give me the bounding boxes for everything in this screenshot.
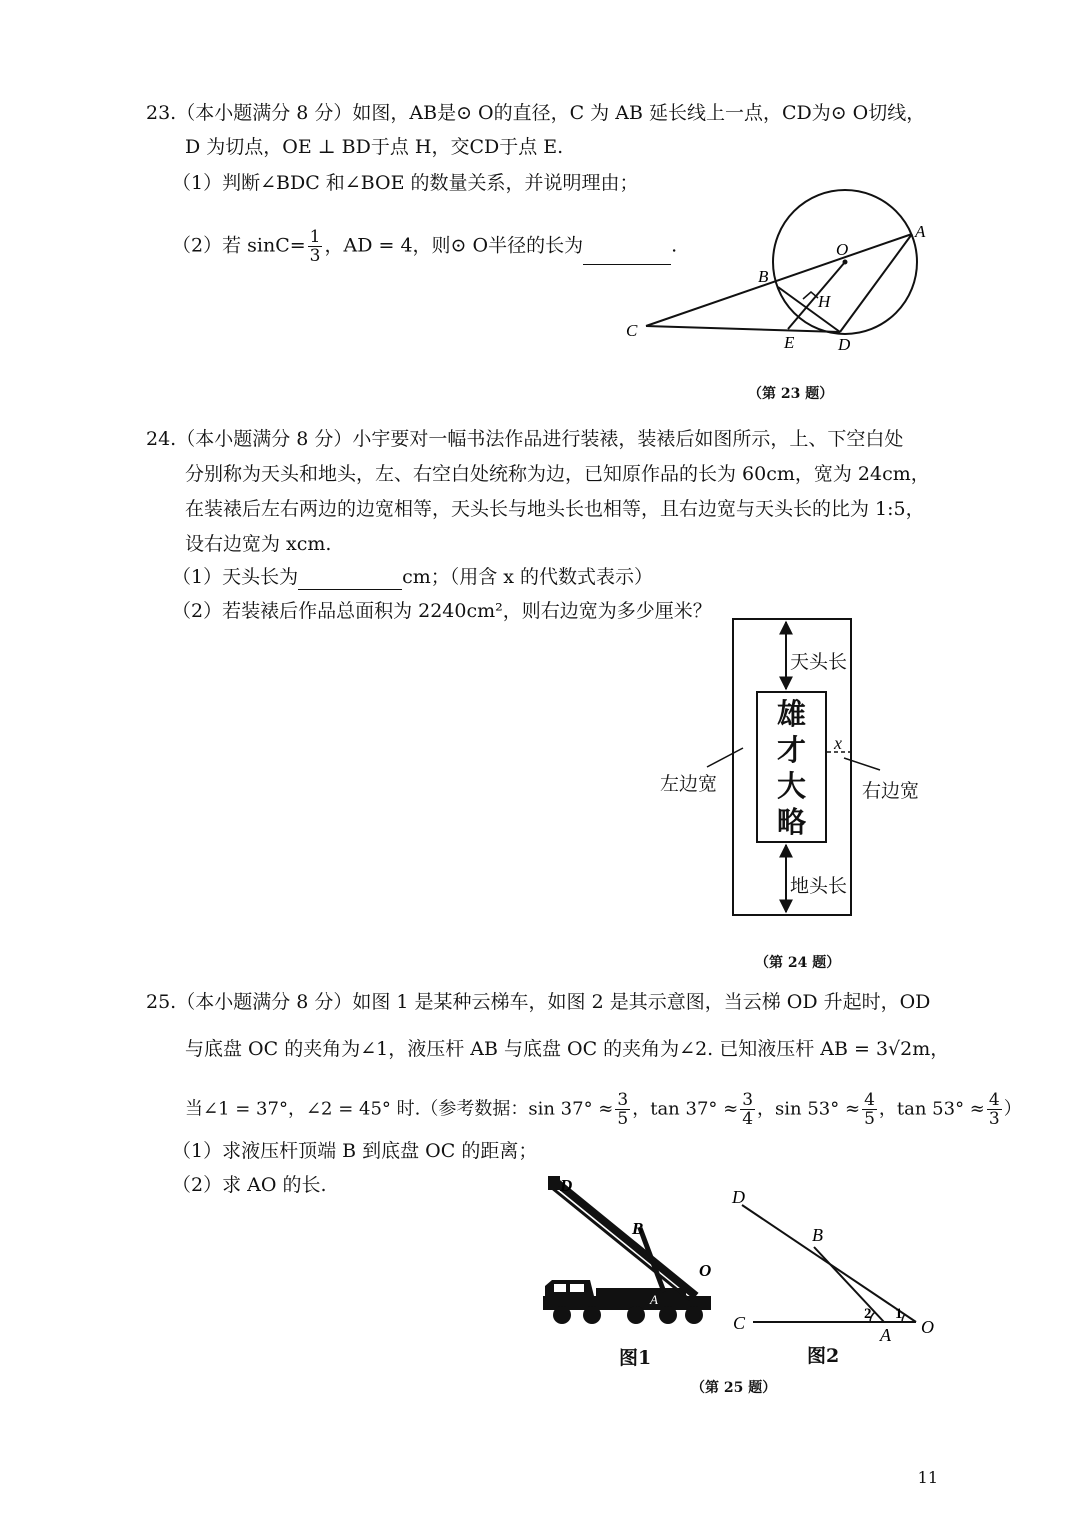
q25-line3-c: ，sin 53° ≈	[757, 1098, 861, 1120]
fraction-numerator: 1	[309, 227, 321, 247]
fraction-denominator: 5	[864, 1109, 875, 1129]
q25-line1: 25.（本小题满分 8 分）如图 1 是某种云梯车，如图 2 是其示意图，当云梯 OD 升起时，OD	[146, 991, 931, 1013]
q25-line3-b: ，tan 37° ≈	[632, 1098, 739, 1120]
fraction-numerator: 4	[988, 1090, 1000, 1110]
calligraphy-char-4: 略	[776, 805, 806, 839]
q25-part2: （2）求 AO 的长.	[172, 1174, 327, 1196]
q25-line3-e: ）	[1003, 1098, 1022, 1120]
q24-line2: 分别称为天头和地头，左、右空白处统称为边，已知原作品的长为 60cm，宽为 24cm，	[185, 463, 930, 485]
q24-part2: （2）若装裱后作品总面积为 2240cm²，则右边宽为多少厘米？	[172, 600, 712, 622]
page-number: 11	[917, 1468, 938, 1487]
fig1-caption: 图1	[619, 1347, 652, 1369]
q25-line2: 与底盘 OC 的夹角为∠1，液压杆 AB 与底盘 OC 的夹角为∠2. 已知液压杆 AB = 3√2m，	[185, 1038, 950, 1060]
x-label: x	[834, 733, 842, 753]
fig2-label-o: O	[921, 1317, 934, 1337]
q23-part2-middle: ，AD = 4，则⊙ O半径的长为	[324, 234, 584, 257]
bottom-label: 地头长	[790, 875, 848, 897]
q23-line2: D 为切点，OE ⊥ BD于点 H，交CD于点 E.	[185, 136, 564, 158]
fraction-denominator: 3	[988, 1109, 1000, 1129]
fraction-denominator: 3	[309, 246, 321, 266]
fraction-numerator: 3	[617, 1090, 629, 1110]
fraction-numerator: 4	[864, 1090, 875, 1110]
fig2-angle-2: 2	[864, 1306, 872, 1322]
q23-caption: （第 23 题）	[748, 386, 834, 402]
fig2-label-b: B	[812, 1225, 823, 1245]
fig2-caption: 图2	[807, 1345, 840, 1367]
fig1-label-a: A	[650, 1292, 658, 1307]
q24-line3: 在装裱后左右两边的边宽相等，天头长与地头长也相等，且右边宽与天头长的比为 1:5，	[185, 498, 925, 520]
label-d: D	[838, 335, 851, 354]
q24-part1-suffix: cm；（用含 x 的代数式表示）	[402, 566, 654, 588]
label-e: E	[784, 333, 795, 352]
q24-caption: （第 24 题）	[755, 955, 841, 971]
q25-line3-d: ，tan 53° ≈	[878, 1098, 985, 1120]
label-o: O	[836, 240, 849, 259]
fraction-numerator: 3	[742, 1090, 754, 1110]
calligraphy-char-3: 大	[776, 769, 806, 803]
q23-part2-end: .	[671, 234, 678, 257]
q23-part2-prefix: （2）若 sinC=	[172, 234, 306, 257]
line-ab	[814, 1247, 884, 1322]
fig2-label-d: D	[732, 1187, 745, 1207]
calligraphy-char-2: 才	[776, 733, 806, 767]
q25-part1: （1）求液压杆顶端 B 到底盘 OC 的距离；	[172, 1140, 538, 1162]
fig1-label-d: D	[560, 1176, 573, 1195]
q25-line3-a: 当∠1 = 37°，∠2 = 45° 时.（参考数据：sin 37° ≈	[185, 1098, 614, 1120]
top-label: 天头长	[790, 651, 848, 673]
q23-line1: 23.（本小题满分 8 分）如图，AB是⊙ O的直径，C 为 AB 延长线上一点，CD为⊙ O切线，	[146, 102, 926, 124]
fig1-label-o: O	[699, 1261, 712, 1280]
left-label: 左边宽	[660, 773, 718, 795]
q24-line1: 24.（本小题满分 8 分）小宇要对一幅书法作品进行装裱，装裱后如图所示，上、下空白处	[146, 428, 904, 450]
fraction-denominator: 4	[742, 1109, 754, 1129]
label-c: C	[626, 321, 638, 340]
calligraphy-char-1: 雄	[776, 697, 806, 731]
fig2-label-a: A	[880, 1325, 891, 1345]
label-b: B	[758, 267, 769, 286]
label-a: A	[915, 222, 926, 241]
fig2-label-c: C	[733, 1313, 746, 1333]
q23-part1: （1）判断∠BDC 和∠BOE 的数量关系，并说明理由；	[172, 172, 639, 194]
fig1-label-b: B	[632, 1219, 644, 1238]
q25-caption: （第 25 题）	[691, 1380, 777, 1396]
q24-line4: 设右边宽为 xcm.	[185, 533, 332, 555]
q24-part1-prefix: （1）天头长为	[172, 566, 299, 588]
label-h: H	[818, 292, 831, 311]
right-label: 右边宽	[862, 780, 920, 802]
fraction-denominator: 5	[617, 1109, 629, 1129]
fig2-angle-1: 1	[895, 1306, 903, 1322]
